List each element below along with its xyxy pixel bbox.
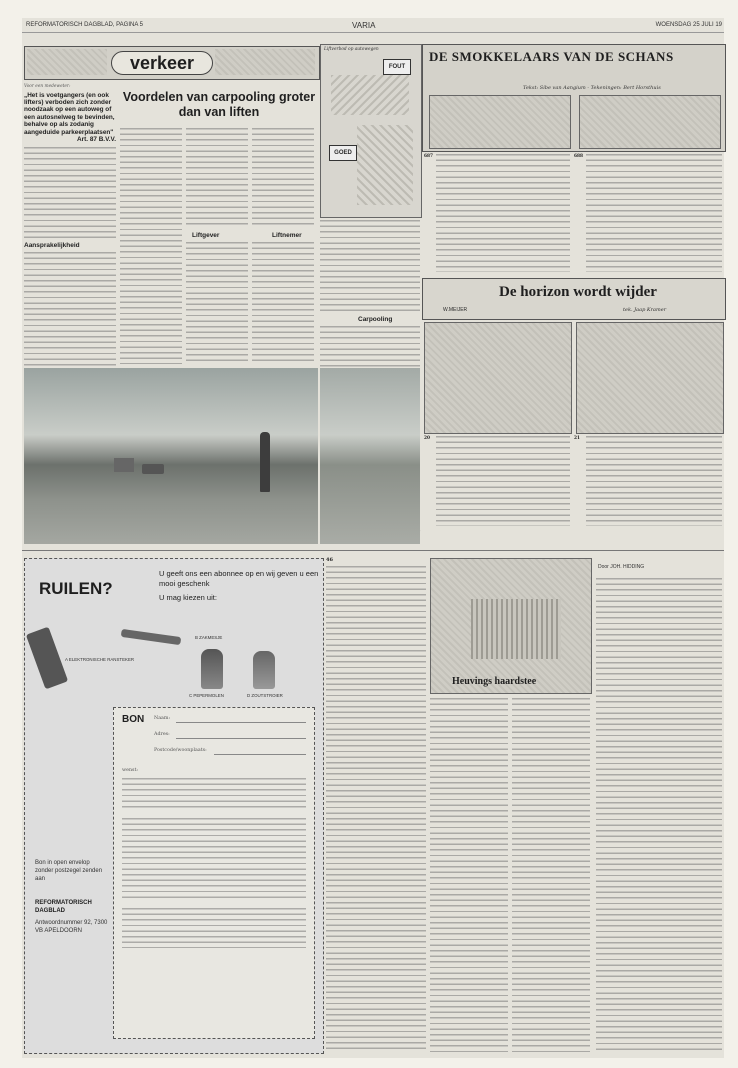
item-a-label: A ELEKTRONISCHE RANSTEKER — [65, 657, 135, 662]
saltshaker-icon — [253, 651, 275, 689]
article-column-3b — [252, 242, 314, 364]
subheading-carpooling: Carpooling — [358, 316, 393, 323]
section-title: VARIA — [352, 21, 376, 30]
postcode-field-label: Postcode/woonplaats: — [154, 748, 207, 753]
car-drawing-icon — [331, 75, 409, 115]
subscription-options[interactable] — [122, 778, 306, 808]
law-quote: „Het is voetgangers (en ook lifters) verboden zich zonder noodzaak op een autoweg of een autosnelweg te bevinden, behalve op als zodanig aangeduide parkeerplaatsen" — [24, 91, 115, 136]
horizon-panel-21-image — [576, 322, 724, 434]
car-figure — [142, 464, 164, 474]
feuilleton-number: 46 — [326, 557, 333, 563]
send-instruction: Bon in open envelop zonder postzegel zenden aan — [35, 860, 103, 882]
comic-panel-687-image — [429, 95, 571, 149]
panel-number-21: 21 — [574, 436, 580, 441]
farmhouse-drawing-icon — [471, 599, 561, 659]
liftverbod-cartoon — [320, 44, 422, 218]
feuilleton-column-2 — [430, 698, 508, 1052]
comic-credit: Tekst: Sibe van Aangium - Tekeningen: Bert Horsthuis — [523, 85, 661, 91]
panel-21-text — [586, 436, 722, 526]
form-fields[interactable] — [122, 818, 306, 898]
heuvings-haardstee-illustration — [430, 558, 592, 694]
article-column-1 — [120, 128, 182, 364]
ranstester-icon — [26, 627, 68, 690]
article-column-3a — [252, 128, 314, 228]
form-fineprint — [122, 908, 306, 948]
org-address: Antwoordnummer 92, 7300 VB APELDOORN — [35, 920, 108, 934]
postcode-field[interactable] — [214, 754, 306, 755]
panel-688-text — [586, 154, 722, 272]
cartoon-caption: Liftverbod op autowegen — [324, 47, 379, 52]
name-field-label: Naam: — [154, 716, 171, 721]
comic-panel-688-image — [579, 95, 721, 149]
item-d-label: D ZOUTSTROIER — [247, 693, 283, 698]
comic-credit: tek. Jaap Kramer — [623, 307, 667, 313]
subheading-liftnemer: Liftnemer — [272, 232, 302, 239]
section-divider — [22, 550, 724, 551]
panel-20-text — [436, 436, 570, 526]
order-form — [113, 707, 315, 1039]
item-c-label: C PEPERMOLEN — [189, 693, 224, 698]
hitchhiker-drawing-icon — [357, 125, 413, 205]
ad-title: RUILEN? — [39, 579, 113, 598]
article-column-2a — [186, 128, 248, 228]
page-header — [22, 18, 724, 33]
panel-number-688: 688 — [574, 154, 583, 159]
horizon-comic-banner — [422, 278, 726, 320]
org-name: REFORMATORISCH DAGBLAD — [35, 900, 92, 914]
paper-name: REFORMATORISCH DAGBLAD, PAGINA 5 — [26, 22, 144, 28]
traffic-illustration-left — [27, 49, 107, 75]
feuilleton-title: Heuvings haardstee — [452, 676, 537, 687]
horizon-panel-20-image — [424, 322, 572, 434]
page-date: WOENSDAG 25 JULI 19 — [655, 22, 722, 28]
feuilleton-column-3 — [512, 698, 590, 1052]
feuilleton-author: Door JOH. HIDDING — [598, 564, 645, 570]
hitchhiker-photo — [24, 368, 318, 544]
feuilleton-column-1 — [326, 566, 426, 1052]
body-text — [24, 147, 116, 239]
verkeer-banner — [24, 46, 320, 80]
name-field[interactable] — [176, 722, 306, 723]
subheading-liftgever: Liftgever — [192, 232, 220, 239]
ad-subtitle: U geeft ons een abonnee op en wij geven u een mooi geschenk — [159, 569, 319, 588]
pocketknife-icon — [121, 629, 182, 645]
truck-figure — [114, 458, 134, 472]
sign-goed: GOED — [329, 145, 357, 161]
panel-687-text — [436, 154, 570, 272]
peppermill-icon — [201, 649, 223, 689]
panel-number-20: 20 — [424, 436, 430, 441]
panel-number-687: 687 — [424, 154, 433, 159]
article-column-2b — [186, 242, 248, 364]
person-figure — [260, 432, 270, 492]
ad-choose-label: U mag kiezen uit: — [159, 593, 217, 602]
comic-title: DE SMOKKELAARS VAN DE SCHANS — [429, 49, 674, 64]
intro-label: Voor een medeweter: — [24, 84, 71, 89]
article-headline: Voordelen van carpooling groter dan van liften — [122, 90, 316, 119]
banner-title: verkeer — [111, 51, 213, 75]
subheading-aansprakelijkheid: Aansprakelijkheid — [24, 242, 80, 250]
newspaper-page — [22, 18, 724, 1058]
article-column-4a — [320, 220, 420, 312]
item-b-label: B ZAKMESJE — [195, 635, 223, 640]
address-field[interactable] — [176, 738, 306, 739]
form-title: BON — [122, 714, 145, 725]
comic-title: De horizon wordt wijder — [499, 284, 657, 300]
wenst-label: wenst: — [122, 768, 139, 773]
sign-fout: FOUT — [383, 59, 411, 75]
photo-continuation — [320, 368, 420, 544]
comic-author: W.MEIJER — [443, 307, 468, 313]
traffic-illustration-right — [215, 49, 315, 75]
feuilleton-column-4 — [596, 578, 722, 1052]
law-article: Art. 87 B.V.V. — [77, 136, 116, 144]
ruilen-advertisement — [24, 558, 324, 1054]
smokkelaars-comic-banner — [422, 44, 726, 152]
address-field-label: Adres: — [154, 732, 170, 737]
